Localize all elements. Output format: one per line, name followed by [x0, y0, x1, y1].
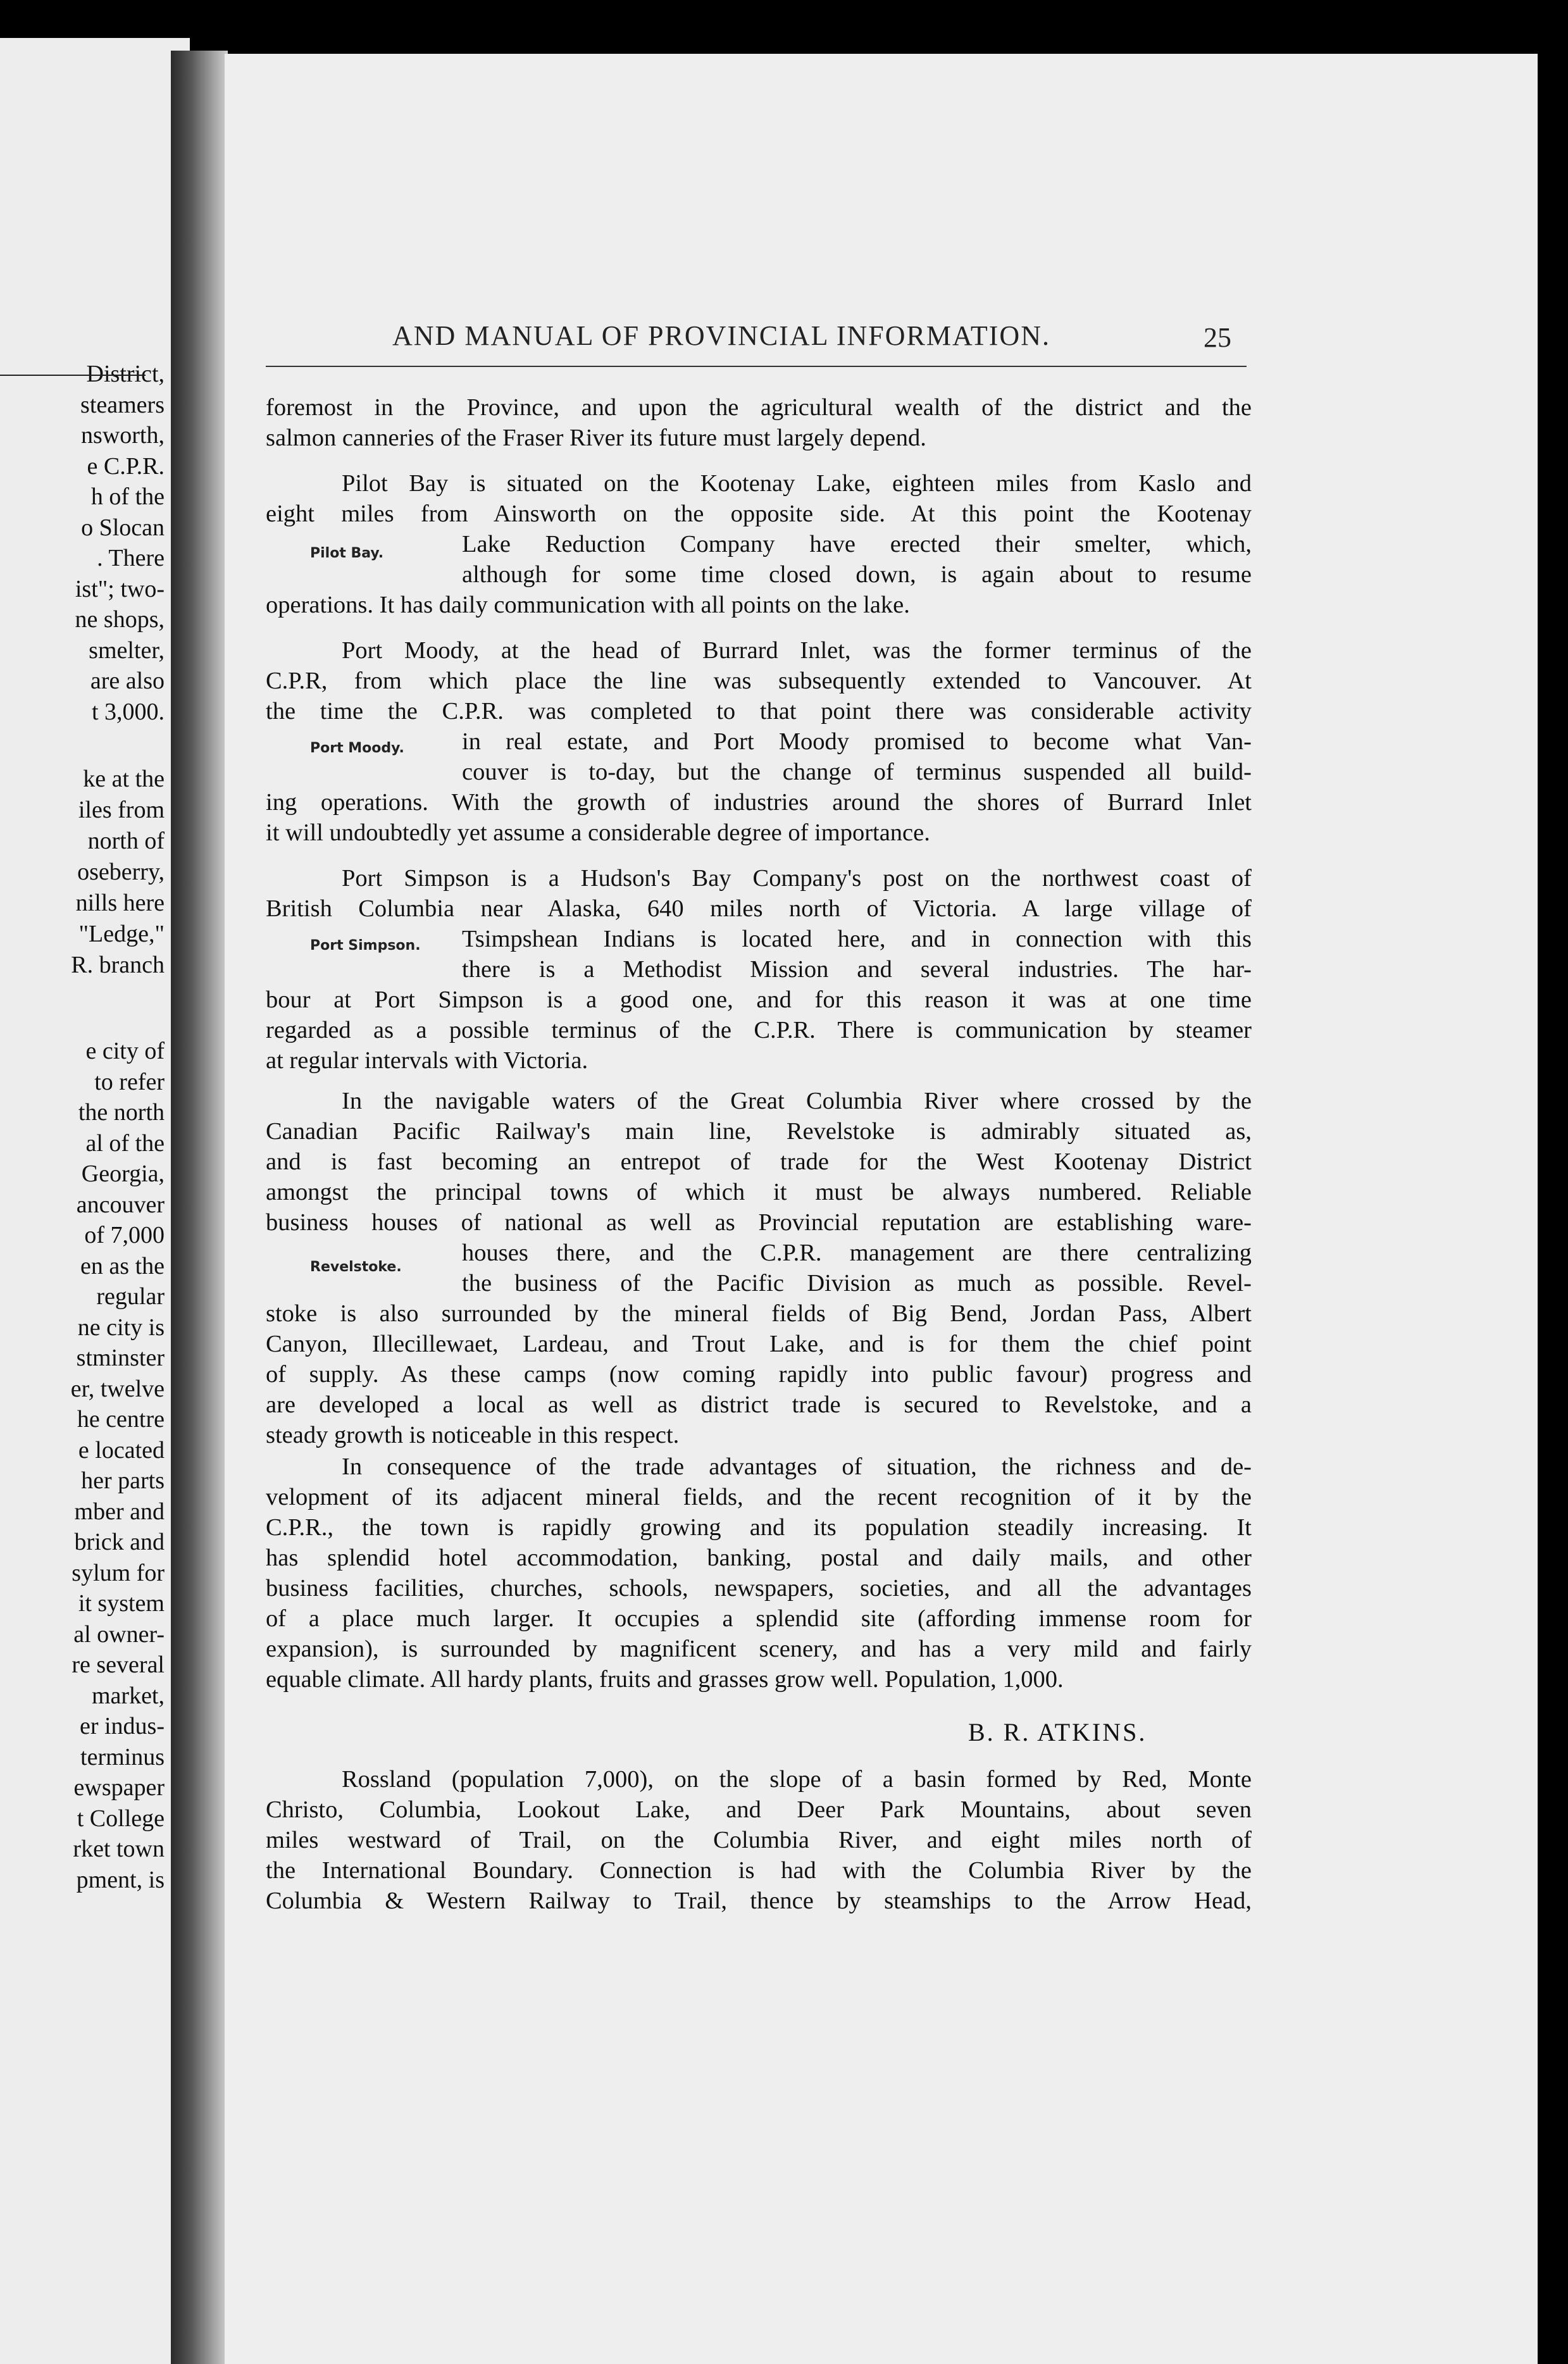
text-line: C.P.R., the town is rapidly growing and its population steadily increasing. It — [266, 1514, 1252, 1541]
facing-page-line: R. branch — [71, 952, 165, 978]
text-line: couver is to-day, but the change of terminus suspended all build- — [462, 759, 1252, 785]
facing-page-line: "Ledge," — [78, 921, 165, 947]
facing-page-line: nsworth, — [81, 422, 165, 449]
facing-page-line: regular — [96, 1283, 165, 1310]
facing-page-line: al of the — [85, 1129, 165, 1157]
text-line: regarded as a possible terminus of the C.P.R. There is communication by steamer — [266, 1017, 1252, 1043]
text-line: salmon canneries of the Fraser River its future must largely depend. — [266, 425, 926, 451]
text-line: operations. It has daily communication with all points on the lake. — [266, 592, 910, 618]
text-line: Columbia & Western Railway to Trail, thence by steamships to the Arrow Head, — [266, 1888, 1252, 1914]
text-line: houses there, and the C.P.R. management are there centralizing — [462, 1240, 1252, 1266]
text-line: In the navigable waters of the Great Columbia River where crossed by the — [342, 1088, 1252, 1114]
facing-page-line: ke at the — [83, 766, 165, 792]
text-line: the time the C.P.R. was completed to that point there was considerable activity — [266, 698, 1252, 725]
facing-page-line: e C.P.R. — [87, 452, 165, 480]
text-line: are developed a local as well as district trade is secured to Revelstoke, and a — [266, 1391, 1252, 1418]
text-line: equable climate. All hardy plants, fruits and grasses grow well. Population, 1,000. — [266, 1666, 1064, 1693]
text-line: Canadian Pacific Railway's main line, Revelstoke is admirably situated as, — [266, 1118, 1252, 1145]
facing-page-line: iles from — [78, 797, 165, 823]
facing-page-line: rket town — [73, 1836, 165, 1862]
text-line: Canyon, Illecillewaet, Lardeau, and Trout Lake, and is for them the chief point — [266, 1331, 1252, 1357]
facing-page-line: t 3,000. — [91, 698, 165, 725]
facing-page-line: ewspaper — [73, 1774, 165, 1801]
facing-page-line: it system — [78, 1590, 165, 1617]
book-gutter — [171, 51, 228, 2364]
facing-page-line: re several — [72, 1652, 165, 1678]
text-line: Christo, Columbia, Lookout Lake, and Deer Park Mountains, about seven — [266, 1796, 1252, 1823]
margin-note-pilot-bay: Pilot Bay. — [310, 545, 384, 561]
facing-page-line: oseberry, — [77, 859, 165, 885]
facing-page-line: . There — [97, 545, 165, 571]
text-line: has splendid hotel accommodation, banking, postal and daily mails, and other — [266, 1545, 1252, 1571]
facing-page-line: ist"; two- — [75, 575, 165, 602]
text-line: stoke is also surrounded by the mineral fields of Big Bend, Jordan Pass, Albert — [266, 1300, 1252, 1327]
text-line: and is fast becoming an entrepot of trade for the West Kootenay District — [266, 1148, 1252, 1175]
facing-page-line: t College — [77, 1805, 165, 1832]
facing-page-line: o Slocan — [81, 514, 165, 541]
margin-note-port-moody: Port Moody. — [310, 740, 404, 756]
facing-page-line: the north — [78, 1099, 165, 1126]
facing-page-line: pment, is — [76, 1866, 165, 1893]
text-line: ing operations. With the growth of industries around the shores of Burrard Inlet — [266, 789, 1252, 816]
text-line: velopment of its adjacent mineral fields, and the recent recognition of it by the — [266, 1484, 1252, 1510]
facing-page-fragment — [0, 38, 190, 2364]
margin-note-port-simpson: Port Simpson. — [310, 938, 421, 954]
facing-page-line: er, twelve — [70, 1375, 165, 1402]
text-line: the International Boundary. Connection is had with the Columbia River by the — [266, 1857, 1252, 1884]
text-line: at regular intervals with Victoria. — [266, 1047, 588, 1074]
facing-page-line: ancouver — [76, 1191, 165, 1218]
text-line: C.P.R, from which place the line was subsequently extended to Vancouver. At — [266, 668, 1252, 694]
text-line: business houses of national as well as Provincial reputation are establishing ware- — [266, 1209, 1252, 1236]
scan-border-right — [1538, 0, 1568, 2364]
facing-page-line: en as the — [80, 1252, 165, 1279]
text-line: Pilot Bay is situated on the Kootenay Lake, eighteen miles from Kaslo and — [342, 470, 1252, 497]
facing-page-line: terminus — [80, 1743, 165, 1770]
text-line: Port Moody, at the head of Burrard Inlet, was the former terminus of the — [342, 637, 1252, 664]
text-line: it will undoubtedly yet assume a considerable degree of importance. — [266, 819, 930, 846]
facing-page-line: ne city is — [77, 1314, 165, 1341]
text-line: of a place much larger. It occupies a splendid site (affording immense room for — [266, 1605, 1252, 1632]
facing-page-line: e located — [78, 1436, 165, 1464]
text-line: Tsimpshean Indians is located here, and in connection with this — [462, 926, 1252, 952]
facing-page-line: stminster — [76, 1345, 165, 1371]
scan-border-top — [0, 0, 1568, 60]
facing-page-line: north of — [87, 828, 165, 854]
facing-page-line: to refer — [94, 1068, 165, 1095]
facing-page-line: ne shops, — [75, 606, 165, 633]
facing-page-line: smelter, — [89, 637, 165, 664]
text-line: eight miles from Ainsworth on the opposite side. At this point the Kootenay — [266, 501, 1252, 527]
facing-page-line: al owner- — [73, 1621, 165, 1648]
facing-page-rule — [0, 375, 146, 376]
text-line: foremost in the Province, and upon the agricultural wealth of the district and the — [266, 394, 1252, 421]
running-header: AND MANUAL OF PROVINCIAL INFORMATION. — [392, 320, 1050, 351]
text-line: In consequence of the trade advantages of situation, the richness and de- — [342, 1453, 1252, 1480]
text-line: although for some time closed down, is again about to resume — [462, 561, 1252, 588]
text-line: the business of the Pacific Division as much as possible. Revel- — [462, 1270, 1252, 1297]
text-line: amongst the principal towns of which it must be always numbered. Reliable — [266, 1179, 1252, 1205]
facing-page-line: District, — [86, 361, 165, 387]
margin-note-revelstoke: Revelstoke. — [310, 1259, 402, 1275]
facing-page-line: mber and — [74, 1498, 165, 1525]
text-line: in real estate, and Port Moody promised to become what Van- — [462, 728, 1252, 755]
facing-page-line: market, — [91, 1682, 165, 1709]
text-line: Port Simpson is a Hudson's Bay Company's post on the northwest coast of — [342, 865, 1252, 892]
text-line: of supply. As these camps (now coming rapidly into public favour) progress and — [266, 1361, 1252, 1388]
facing-page-line: of 7,000 — [84, 1222, 165, 1248]
facing-page-line: are also — [90, 668, 165, 694]
facing-page-line: steamers — [80, 391, 165, 418]
text-line: business facilities, churches, schools, newspapers, societies, and all the advantages — [266, 1575, 1252, 1602]
text-line: bour at Port Simpson is a good one, and for this reason it was at one time — [266, 986, 1252, 1013]
page-number: 25 — [1204, 322, 1231, 353]
text-line: there is a Methodist Mission and several industries. The har- — [462, 956, 1252, 983]
facing-page-line: Georgia, — [81, 1160, 165, 1187]
text-line: Lake Reduction Company have erected their smelter, which, — [462, 531, 1252, 557]
facing-page-line: her parts — [81, 1467, 165, 1494]
text-line: British Columbia near Alaska, 640 miles north of Victoria. A large village of — [266, 895, 1252, 922]
text-line: expansion), is surrounded by magnificent scenery, and has a very mild and fairly — [266, 1636, 1252, 1662]
text-line: miles westward of Trail, on the Columbia River, and eight miles north of — [266, 1827, 1252, 1853]
facing-page-line: nills here — [75, 890, 165, 916]
facing-page-line: he centre — [77, 1406, 165, 1433]
facing-page-line: e city of — [85, 1038, 165, 1064]
facing-page-line: h of the — [90, 483, 165, 510]
signature: B. R. ATKINS. — [968, 1718, 1147, 1746]
text-line: Rossland (population 7,000), on the slope of a basin formed by Red, Monte — [342, 1766, 1252, 1793]
text-line: steady growth is noticeable in this respect. — [266, 1422, 680, 1448]
facing-page-line: brick and — [74, 1529, 165, 1555]
facing-page-line: er indus- — [79, 1713, 165, 1739]
header-rule — [266, 366, 1247, 367]
facing-page-line: sylum for — [72, 1559, 165, 1586]
